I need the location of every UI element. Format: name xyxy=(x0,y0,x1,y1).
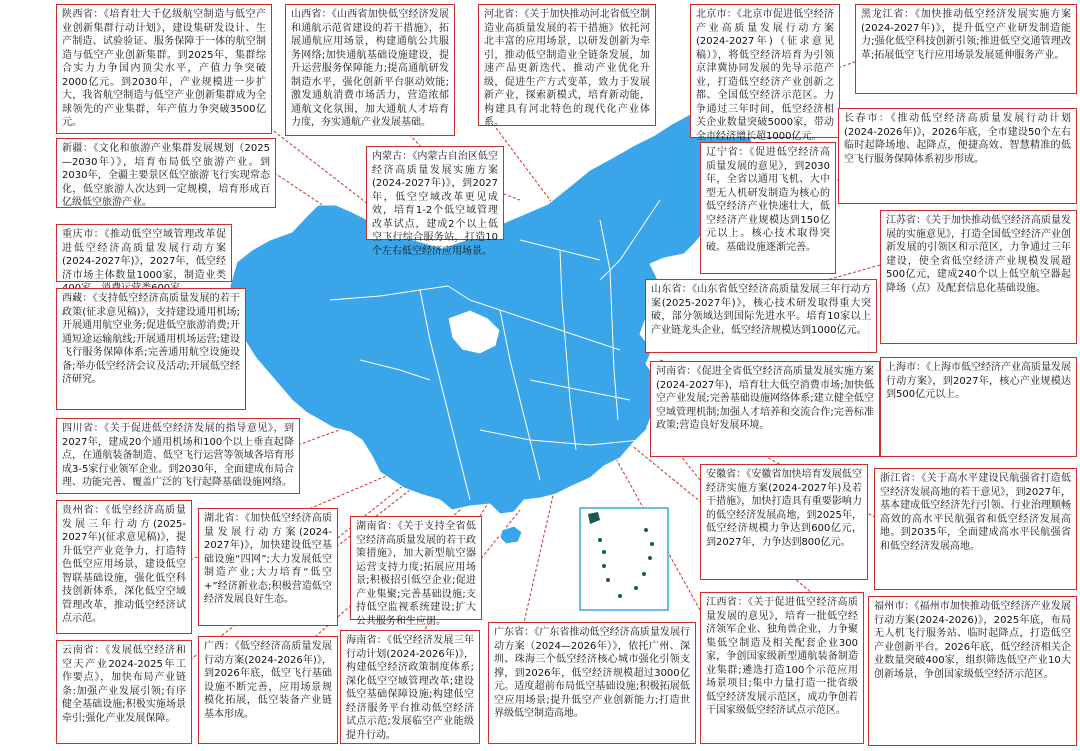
text-box-fuzhou: 福州市：《福州市加快推动低空经济产业发展行动方案(2024-2026)》，2025年底，布局无人机飞行服务站、临时起降点，打造低空产业创新平台。2026年底，低空经济相关企业数量突破400家，组织筛选低空产业10大创新场景，争创国家级低空经济示范区。 xyxy=(868,596,1077,746)
text-box-yunnan: 云南省：《发展低空经济和空天产业2024-2025年工作要点》，加快布局产业链条:加强产业发展引领;有序健全基础设施;积极实施场景牵引;强化产业发展保障。 xyxy=(56,640,192,744)
text-box-xinjiang: 新疆：《文化和旅游产业集群发展规划（2025—2030年）》，培育布局低空旅游产业。到2030年，全疆主要景区低空旅游飞行实现常态化，低空旅游人次达到一定规模，培育形成百亿级低空旅游产业。 xyxy=(56,138,276,208)
text-box-xizang: 西藏：《支持低空经济高质量发展的若干政策(征求意见稿)》，支持建设通用机场;开展通用航空业务;促进低空旅游消费;开通短途运输航线;开展通用机场运营;建设飞行服务保障体系;完善通用航空设施设备;举办低空经济会议及活动;开展低空经济研究。 xyxy=(56,288,246,410)
hainan-island xyxy=(500,526,522,544)
text-box-guizhou: 贵州省：《低空经济高质量发展三年行动方(2025-2027年)(征求意见稿)》，提升低空产业竞争力，打造特色低空应用场景，建设低空智联基础设施，强化低空科技创新体系，深化低空空域管理改革，推动低空经济试点示范。 xyxy=(56,500,192,634)
text-box-zhejiang: 浙江省：《关于高水平建设民航强省打造低空经济发展高地的若干意见》，到2027年，基本建成低空经济先行引领、行业治理顺畅高效的高水平民航强省和低空经济发展高地。到2035年，全面建成高水平民航强省和低空经济发展高地。 xyxy=(874,468,1077,590)
text-box-beijing: 北京市：《北京市促进低空经济产业高质量发展行动方案(2024-2027年)（征求意见稿）》，将低空经济培育为引领京津冀协同发展的先导示范产业，打造低空经济产业创新之都、全国低空经济示范区。力争通过三年时间，低空经济相关企业数量突破5000家，带动全市经济增长超1000亿元。 xyxy=(690,4,840,138)
text-box-hebei: 河北省：《关于加快推动河北省低空制造业高质量发展的若干措施》依托河北丰富的应用场景，以研发创新为牵引，推动低空制造业全链条发展，加速产品更新迭代、推动产业优化升级，促进生产方式变革，致力于发展新产业，探索新模式，培育新动能，构建具有河北特色的现代化产业体系。 xyxy=(478,4,656,126)
text-box-anhui: 安徽省：《安徽省加快培育发展低空经济实施方案(2024-2027年)及若干措施》，加快打造具有重要影响力的低空经济发展高地，到2025年，低空经济规模力争达到600亿元，到2027年，力争达到800亿元。 xyxy=(700,464,868,580)
text-box-heilongjiang: 黑龙江省：《加快推动低空经济发展实施方案(2024-2027年)》，提升低空产业研发制造能力;强化低空科技创新引领;推进低空交通管理改革;拓展低空飞行应用场景发展延伸服务产业。 xyxy=(855,4,1077,94)
text-box-jiangsu: 江苏省：《关于加快推动低空经济高质量发展的实施意见》，打造全国低空经济产业创新发展的引领区和示范区，力争通过三年建设，使全省低空经济产业规模发展超500亿元，建成240个以上低空航空器起降场（点）及配套信息化基础设施。 xyxy=(880,210,1077,344)
text-box-guangxi: 广西：《低空经济高质量发展行动方案(2024-2026年)》，到2026年底，低空飞行基础设施不断完善，应用场景规模化拓展，低空装备产业链基本形成。 xyxy=(198,636,338,744)
text-box-shandong: 山东省：《山东省低空经济高质量发展三年行动方案(2025-2027年)》，核心技术研发取得重大突破，部分领域达到国际先进水平。培育10家以上产业链龙头企业，低空经济规模达到1000亿元。 xyxy=(645,279,877,353)
text-box-shaanxi: 陕西省：《培育壮大千亿级航空制造与低空产业创新集群行动计划》，建设集研发设计、生产制造、试验验证、服务保障于一体的航空制造与低空产业创新集群。到2025年，集群综合实力力争国内顶尖水平，产值力争突破2000亿元。到2030年，产业规模进一步扩大，我省航空制造与低空产业创新集群成为全球领先的产业集群，年产值力争突破3500亿元。 xyxy=(56,4,272,134)
text-box-guangdong: 广东省：《广东省推动低空经济高质量发展行动方案（2024—2026年）》，依托广州、深圳、珠海三个低空经济核心城市强化引领支撑，到2026年，低空经济规模超过3000亿元。适度超前布局低空基础设施;积极拓展低空应用场景;提升低空产业创新能力;打造世界级低空制造高地。 xyxy=(488,622,696,744)
text-box-shanghai: 上海市：《上海市低空经济产业高质量发展行动方案》，到2027年，核心产业规模达到500亿元以上。 xyxy=(880,357,1077,457)
text-box-chongqing: 重庆市：《推动低空空域管理改革促进低空经济高质量发展行动方案(2024-2027年)》，2027年，低空经济市场主体数量1000家，制造业类 xyxy=(56,224,232,282)
text-box-jiangxi: 江西省：《关于促进低空经济高质量发展的意见》，培育一批低空经济领军企业、独角兽企业，力争聚集低空制造及相关配套企业300家，争创国家级新型通航装备制造业集群;遴选打造100个示范应用场景项目;集中力量打造一批省级低空经济发展示范区，成功争创若干国家级低空经济试点示范区。 xyxy=(700,592,864,744)
text-box-hainan: 海南省：《低空经济发展三年行动计划(2024-2026年)》，构建低空经济政策制度体系;深化低空空域管理改革;建设低空基础保障设施;构建低空经济服务平台推动低空经济试点示范;发展临空产业能级提升行动。 xyxy=(340,630,480,744)
text-box-shanxi: 山西省：《山西省加快低空经济发展和通航示范省建设的若干措施》，拓展通航应用场景，构建通航公共服务网络;加快通航基础设施建设，提升运营服务保障能力;提高通航研发制造水平，强化创新平台驱动效能;激发通航消费市场活力，营造浓郁通航文化氛围，加大通航人才培育力度，夯实通航产业发展基础。 xyxy=(285,4,455,136)
text-box-sichuan: 四川省：《关于促进低空经济发展的指导意见》，到2027年，建成20个通用机场和100个以上垂直起降点，在通航装备制造、低空飞行运营等领域各培育形成3-5家行业领军企业。到2030年，全面建成布局合理、功能完善、覆盖广泛的飞行起降基础设施网络。 xyxy=(56,418,300,494)
text-box-hubei: 湖北省：《加快低空经济高质量发展行动方案(2024-2027年)》，加快建设低空基础设施“四网”;大力发展低空制造产业;大力培育“低空+”经济新业态;积极营造低空经济发展良好生态。 xyxy=(198,508,338,626)
text-box-liaoning: 辽宁省：《促进低空经济高质量发展的意见》，到2030年，全省以通用飞机、大中型无人机研发制造为核心的低空经济产业快速壮大，低空经济产业规模达到150亿元以上。核心技术取得突破。基础设施逐渐完善。 xyxy=(700,142,836,274)
south-china-sea-inset xyxy=(580,508,668,610)
text-box-neimenggu: 内蒙古：《内蒙古自治区低空经济高质量发展实施方案(2024-2027年)》，到2027年，低空空域改革更见成效，培育1-2个低空域管理改革试点，建成2个以上低空飞行综合服务站，打造10个左右低空经济应用场景。 xyxy=(366,146,504,240)
text-box-henan: 河南省：《促进全省低空经济高质量发展实施方案(2024-2027年)，培育壮大低空消费市场;加快低空产业发展;完善基础设施网络体系;建立健全低空空域管理机制;加强人才培养和交流合作;完善标准政策;营造良好发展环境。 xyxy=(650,361,880,457)
text-box-changchun: 长春市：《推动低空经济高质量发展行动计划(2024-2026年)》，2026年底，全市建设50个左右临时起降场地、起降点，便捷高效、智慧精准的低空飞行服务保障体系初步形成。 xyxy=(838,108,1077,204)
text-box-hunan: 湖南省：《关于支持全省低空经济高质量发展的若干政策措施》，加大新型航空器运营支持力度;拓展应用场景;积极招引低空企业;促进产业集聚;完善基础设施;支持低空监视系统建设;扩大公共服务和生应用。 xyxy=(350,516,482,620)
